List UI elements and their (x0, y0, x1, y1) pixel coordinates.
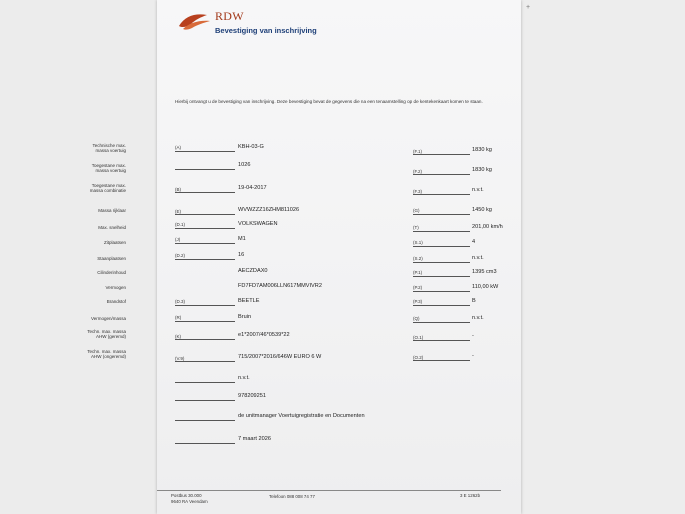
field-code: (P.3) (413, 299, 423, 304)
field-underline (175, 305, 235, 306)
field-underline (175, 361, 235, 362)
field-label (66, 299, 126, 304)
field-underline (175, 339, 235, 340)
field-underline (175, 243, 235, 244)
field-code: (E) (175, 209, 181, 214)
document-title: Bevestiging van inschrijving (215, 26, 317, 35)
field-value: WVWZZZ16ZHM811026 (238, 207, 300, 213)
field-label (66, 143, 126, 153)
field-code: (T) (413, 225, 419, 230)
field-value: AECZDAX0 (238, 268, 268, 274)
field-code: (F.3) (413, 189, 422, 194)
field-value: BEETLE (238, 298, 260, 304)
field-value: de unitmanager Voertuigregistratie en Documenten (238, 413, 365, 419)
field-value: 1830 kg (472, 167, 492, 173)
field-value: 1026 (238, 162, 251, 168)
field-underline (175, 420, 235, 421)
field-underline (413, 174, 470, 175)
field-label-line: Technische max. (92, 143, 126, 148)
field-underline (413, 154, 470, 155)
field-label-line: massa voertuig (95, 168, 126, 173)
field-label-line: massa combinatie (89, 188, 126, 193)
field-label-line: Techn. max. massa (87, 329, 126, 334)
field-label-line: Toegestane max. (91, 163, 126, 168)
field-label-line: Techn. max. massa (87, 349, 126, 354)
field-label (66, 329, 126, 339)
field-code: (O.2) (413, 355, 424, 360)
field-underline (413, 214, 470, 215)
field-value: FD7FD7AM006LLN617MMVIVR2 (238, 283, 322, 289)
field-value: n.v.t. (472, 187, 484, 193)
field-label (66, 256, 126, 261)
field-value: 16 (238, 252, 245, 258)
field-label (66, 183, 126, 193)
field-label (66, 208, 126, 213)
field-code: (G) (413, 208, 420, 213)
field-code: (R) (175, 315, 182, 320)
field-underline (413, 231, 470, 232)
field-label-line: AHW (ongeremd) (90, 354, 126, 359)
field-underline (413, 276, 470, 277)
footer-address (171, 493, 208, 504)
field-code: (O.1) (413, 335, 424, 340)
field-underline (175, 321, 235, 322)
field-underline (175, 259, 235, 260)
field-value: 19-04-2017 (238, 185, 267, 191)
field-value: - (472, 353, 474, 359)
field-code: (D.1) (175, 222, 185, 227)
field-label-line: Zitplaatsen (103, 240, 126, 245)
field-code: (F.1) (413, 149, 422, 154)
footer-reference: 3 E 1262b (460, 493, 481, 498)
field-label (66, 349, 126, 359)
field-value: n.v.t. (238, 375, 250, 381)
field-value: 201,00 km/h (472, 224, 503, 230)
field-label (66, 316, 126, 321)
field-label-line: Vermogen/massa (90, 316, 126, 321)
field-label (66, 163, 126, 173)
field-value: 1395 cm3 (472, 269, 497, 275)
field-underline (175, 382, 235, 383)
field-value: n.v.t. (472, 315, 484, 321)
field-value: 7 maart 2026 (238, 436, 271, 442)
field-value: 1450 kg (472, 207, 492, 213)
field-underline (413, 340, 470, 341)
field-value: Bruin (238, 314, 252, 320)
field-label-line: Brandstof (106, 299, 126, 304)
field-underline (413, 291, 470, 292)
footer-address-line2: 9640 RA Veendam (171, 498, 208, 504)
field-underline (413, 360, 470, 361)
field-underline (175, 169, 235, 170)
field-code: (Q) (413, 316, 420, 321)
brand-name: RDW (215, 9, 244, 23)
footer-phone: Telefoon 088 008 74 77 (269, 494, 315, 499)
field-code: (S.2) (413, 256, 423, 261)
footer-address-line1: Postbus 30.000 (171, 493, 202, 498)
background-right (521, 0, 685, 514)
footer-divider (157, 490, 501, 491)
field-value: M1 (238, 236, 246, 242)
field-code: (P.2) (413, 285, 423, 290)
field-underline (175, 228, 235, 229)
field-underline (175, 151, 235, 152)
field-value: B (472, 298, 476, 304)
field-underline (175, 192, 235, 193)
field-value: 978209251 (238, 393, 266, 399)
rdw-logo-icon (177, 10, 213, 32)
field-label-line: Staanplaatsen (97, 256, 126, 261)
field-label-line: Max. snelheid (98, 225, 126, 230)
field-underline (175, 443, 235, 444)
field-value: - (472, 333, 474, 339)
corner-mark: + (526, 4, 531, 11)
intro-text: Hierbij ontvangt u de bevestiging van inschrijving. Deze bevestiging bevat de gegevens die na een tenaamstelling op de kentekenkaart komen te staan. (175, 99, 483, 104)
field-code: (D.3) (175, 299, 185, 304)
field-label-line: massa voertuig (95, 148, 126, 153)
field-value: 4 (472, 239, 476, 245)
field-underline (413, 194, 470, 195)
field-code: (A) (175, 145, 181, 150)
field-label-line: AHW (geremd) (95, 334, 126, 339)
field-code: (P.1) (413, 270, 423, 275)
document-page (87, 0, 521, 514)
field-label (66, 240, 126, 245)
field-underline (413, 305, 470, 306)
field-value: 1830 kg (472, 147, 492, 153)
field-underline (175, 400, 235, 401)
field-underline (413, 246, 470, 247)
field-code: (V.9) (175, 356, 185, 361)
field-value: e1*2007/46*0539*22 (238, 332, 290, 338)
field-label (66, 225, 126, 230)
field-underline (413, 262, 470, 263)
field-code: (S.1) (413, 240, 423, 245)
field-label (66, 285, 126, 290)
field-value: n.v.t. (472, 255, 484, 261)
field-code: (B) (175, 187, 181, 192)
field-label-line: Cilinderinhoud (97, 270, 126, 275)
field-value: KBH-03-G (238, 144, 264, 150)
field-value: VOLKSWAGEN (238, 221, 278, 227)
field-code: (J) (175, 237, 181, 242)
field-label-line: Massa rijklaar (98, 208, 126, 213)
field-value: 110,00 kW (472, 284, 499, 290)
field-code: (D.2) (175, 253, 185, 258)
field-value: 715/2007*2016/646W EURO 6 W (238, 354, 322, 360)
field-label-line: Toegestane max. (91, 183, 126, 188)
field-underline (175, 214, 235, 215)
field-code: (K) (175, 334, 181, 339)
field-code: (F.2) (413, 169, 422, 174)
field-label (66, 270, 126, 275)
field-underline (413, 322, 470, 323)
field-label-line: Vermogen (105, 285, 126, 290)
